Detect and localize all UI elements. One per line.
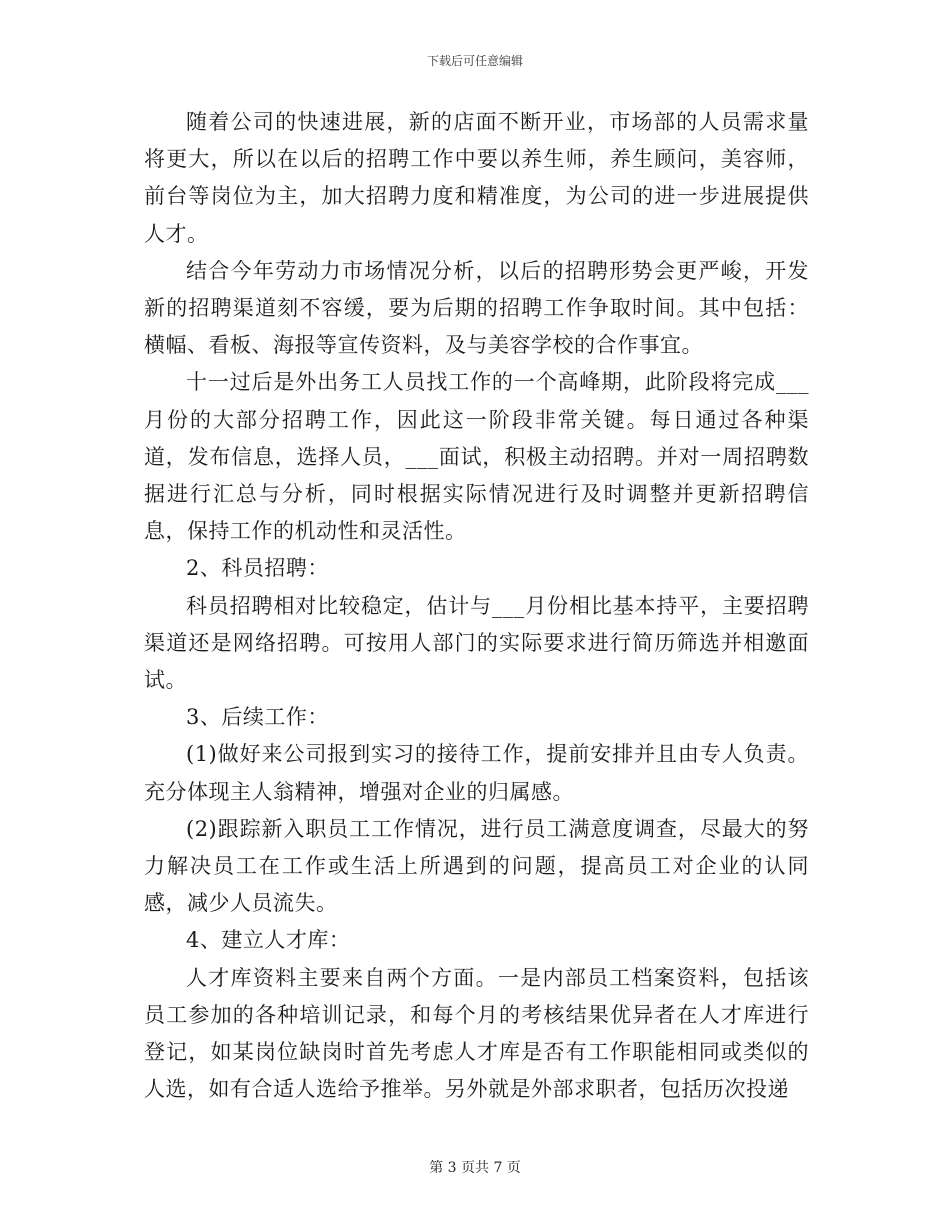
paragraph: 随着公司的快速进展，新的店面不断开业，市场部的人员需求量将更大，所以在以后的招聘工作中要以养生师，养生顾问，美容师，前台等岗位为主，加大招聘力度和精准度，为公司的进一步进展提供人才。	[144, 110, 809, 246]
paragraph: 十一过后是外出务工人员找工作的一个高峰期，此阶段将完成___月份的大部分招聘工作，因此这一阶段非常关键。每日通过各种渠道，发布信息，选择人员，___面试，积极主动招聘。并对一周招聘数据进行汇总与分析，同时根据实际情况进行及时调整并更新招聘信息，保持工作的机动性和灵活性。	[144, 370, 809, 544]
paragraph: 人才库资料主要来自两个方面。一是内部员工档案资料，包括该员工参加的各种培训记录，和每个月的考核结果优异者在人才库进行登记，如某岗位缺岗时首先考虑人才库是否有工作职能相同或类似的人选，如有合适人选给予推举。另外就是外部求职者，包括历次投递	[144, 965, 809, 1102]
section-heading: 3、后续工作：	[186, 705, 329, 730]
section-heading: 4、建立人才库：	[186, 928, 351, 953]
document-body	[144, 104, 809, 1108]
page-footer: 第 3 页共 7 页	[429, 1160, 521, 1176]
paragraph: (1)做好来公司报到实习的接待工作，提前安排并且由专人负责。充分体现主人翁精神，增强对企业的归属感。	[144, 742, 809, 804]
section-heading: 2、科员招聘：	[186, 556, 329, 581]
paragraph: 科员招聘相对比较稳定，估计与___月份相比基本持平，主要招聘渠道还是网络招聘。可按用人部门的实际要求进行简历筛选并相邀面试。	[144, 593, 809, 693]
page-header: 下载后可任意编辑	[426, 54, 523, 68]
paragraph: (2)跟踪新入职员工工作情况，进行员工满意度调查，尽最大的努力解决员工在工作或生活上所遇到的问题，提高员工对企业的认同感，减少人员流失。	[144, 816, 809, 916]
paragraph: 结合今年劳动力市场情况分析，以后的招聘形势会更严峻，开发新的招聘渠道刻不容缓，要为后期的招聘工作争取时间。其中包括：横幅、看板、海报等宣传资料，及与美容学校的合作事宜。	[144, 258, 809, 358]
